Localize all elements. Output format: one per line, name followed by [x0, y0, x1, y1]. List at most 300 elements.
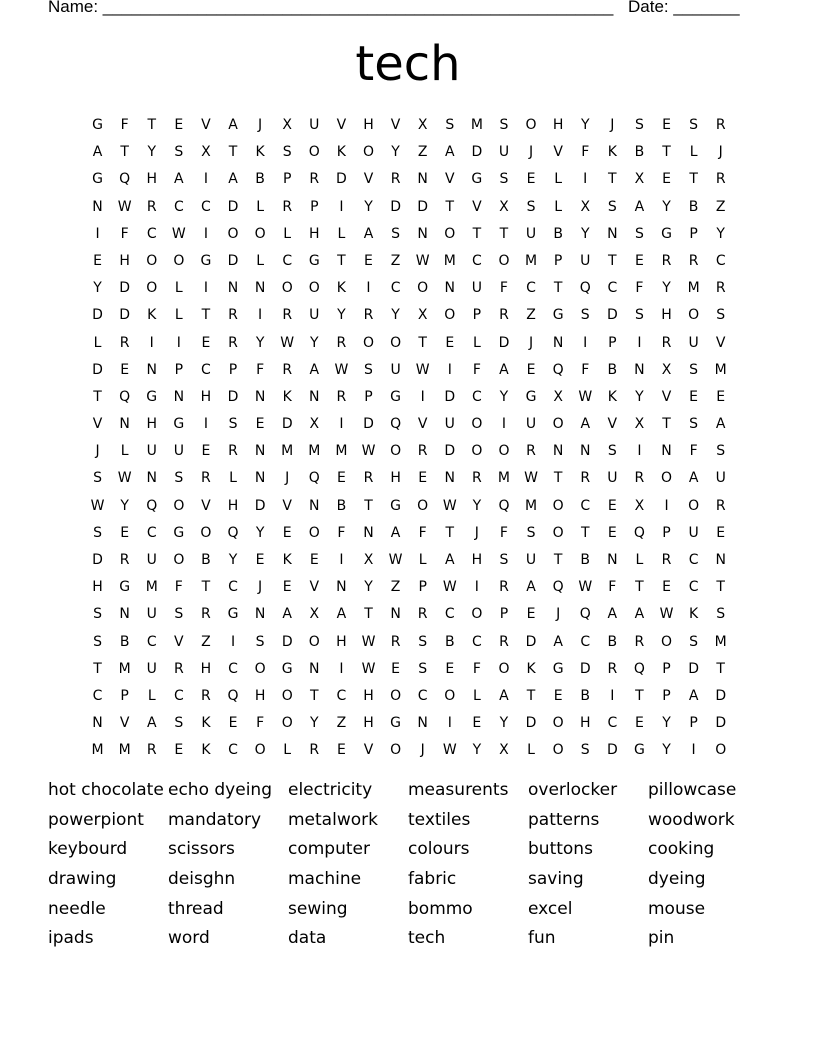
- grid-letter[interactable]: Q: [119, 388, 131, 405]
- grid-letter[interactable]: E: [607, 524, 617, 541]
- grid-letter[interactable]: H: [200, 388, 212, 405]
- grid-letter[interactable]: U: [146, 606, 157, 623]
- grid-letter[interactable]: G: [308, 252, 320, 269]
- grid-letter[interactable]: M: [714, 361, 727, 378]
- grid-letter[interactable]: I: [501, 416, 507, 433]
- grid-letter[interactable]: R: [119, 334, 130, 351]
- grid-letter[interactable]: D: [444, 443, 456, 460]
- grid-letter[interactable]: T: [147, 117, 157, 133]
- grid-letter[interactable]: S: [716, 443, 726, 460]
- grid-letter[interactable]: O: [362, 144, 374, 161]
- grid-letter[interactable]: L: [174, 280, 183, 297]
- grid-letter[interactable]: H: [471, 552, 483, 568]
- grid-letter[interactable]: G: [227, 606, 239, 623]
- grid-letter[interactable]: E: [526, 171, 536, 188]
- grid-letter[interactable]: N: [92, 198, 103, 215]
- grid-letter[interactable]: Q: [119, 171, 131, 188]
- grid-letter[interactable]: W: [388, 552, 403, 568]
- grid-letter[interactable]: Y: [391, 144, 400, 161]
- grid-letter[interactable]: T: [418, 334, 427, 351]
- grid-letter[interactable]: Y: [662, 280, 671, 297]
- grid-letter[interactable]: A: [688, 687, 699, 704]
- grid-letter[interactable]: D: [119, 307, 131, 324]
- grid-letter[interactable]: E: [716, 388, 726, 405]
- grid-letter[interactable]: R: [336, 388, 347, 405]
- grid-letter[interactable]: A: [526, 579, 536, 596]
- grid-letter[interactable]: I: [339, 198, 344, 215]
- grid-letter[interactable]: U: [688, 524, 699, 541]
- grid-letter[interactable]: S: [526, 524, 536, 541]
- grid-letter[interactable]: T: [526, 687, 536, 704]
- grid-letter[interactable]: F: [256, 361, 265, 378]
- grid-letter[interactable]: R: [309, 742, 320, 759]
- grid-letter[interactable]: A: [444, 144, 455, 161]
- grid-letter[interactable]: E: [120, 524, 130, 541]
- grid-letter[interactable]: H: [390, 470, 401, 487]
- grid-letter[interactable]: E: [255, 552, 265, 568]
- grid-letter[interactable]: C: [444, 606, 455, 623]
- grid-letter[interactable]: B: [553, 225, 563, 242]
- grid-letter[interactable]: Z: [417, 144, 428, 161]
- grid-letter[interactable]: N: [444, 470, 455, 487]
- grid-letter[interactable]: X: [201, 144, 211, 161]
- grid-letter[interactable]: W: [334, 361, 349, 378]
- grid-letter[interactable]: M: [470, 117, 483, 133]
- grid-letter[interactable]: N: [417, 171, 428, 188]
- grid-letter[interactable]: I: [447, 715, 452, 732]
- grid-letter[interactable]: Z: [715, 198, 726, 215]
- grid-letter[interactable]: E: [336, 742, 346, 759]
- grid-letter[interactable]: D: [715, 715, 727, 732]
- grid-letter[interactable]: O: [552, 715, 564, 732]
- grid-letter[interactable]: R: [499, 579, 509, 596]
- grid-letter[interactable]: I: [339, 552, 344, 568]
- grid-letter[interactable]: E: [309, 552, 319, 568]
- grid-letter[interactable]: U: [390, 361, 401, 378]
- grid-letter[interactable]: C: [607, 715, 618, 732]
- grid-letter[interactable]: C: [390, 280, 401, 297]
- grid-letter[interactable]: M: [525, 252, 538, 269]
- grid-letter[interactable]: O: [308, 524, 320, 541]
- grid-letter[interactable]: T: [93, 388, 102, 405]
- grid-letter[interactable]: Q: [633, 524, 645, 541]
- grid-letter[interactable]: E: [607, 497, 617, 514]
- grid-letter[interactable]: O: [498, 443, 510, 460]
- grid-letter[interactable]: O: [552, 742, 564, 759]
- grid-letter[interactable]: C: [173, 198, 184, 215]
- grid-letter[interactable]: C: [688, 552, 699, 568]
- grid-letter[interactable]: K: [255, 144, 265, 161]
- grid-letter[interactable]: A: [634, 198, 645, 215]
- grid-letter[interactable]: Q: [579, 606, 591, 623]
- grid-letter[interactable]: V: [553, 144, 563, 161]
- grid-letter[interactable]: A: [634, 606, 645, 623]
- grid-letter[interactable]: W: [578, 388, 593, 405]
- grid-letter[interactable]: O: [498, 660, 510, 677]
- grid-letter[interactable]: R: [661, 252, 672, 269]
- grid-letter[interactable]: S: [689, 633, 699, 650]
- grid-letter[interactable]: E: [526, 361, 536, 378]
- grid-letter[interactable]: U: [146, 443, 157, 460]
- grid-letter[interactable]: W: [659, 606, 674, 623]
- grid-letter[interactable]: S: [174, 470, 184, 487]
- grid-letter[interactable]: R: [499, 633, 509, 650]
- grid-letter[interactable]: E: [201, 443, 211, 460]
- grid-letter[interactable]: G: [173, 416, 185, 433]
- grid-letter[interactable]: H: [363, 117, 374, 133]
- grid-letter[interactable]: Y: [120, 497, 129, 514]
- grid-letter[interactable]: L: [283, 225, 292, 242]
- grid-letter[interactable]: T: [608, 171, 617, 188]
- grid-letter[interactable]: O: [688, 497, 700, 514]
- grid-letter[interactable]: Y: [364, 579, 373, 596]
- grid-letter[interactable]: N: [309, 497, 320, 514]
- grid-letter[interactable]: F: [635, 280, 644, 297]
- grid-letter[interactable]: M: [525, 497, 538, 514]
- grid-letter[interactable]: S: [607, 198, 617, 215]
- grid-letter[interactable]: S: [580, 742, 590, 759]
- grid-letter[interactable]: T: [662, 144, 671, 161]
- grid-letter[interactable]: V: [661, 388, 672, 405]
- grid-letter[interactable]: I: [339, 416, 344, 433]
- grid-letter[interactable]: S: [689, 416, 699, 433]
- grid-letter[interactable]: Y: [255, 524, 265, 541]
- grid-letter[interactable]: O: [390, 334, 402, 351]
- grid-letter[interactable]: V: [119, 715, 130, 732]
- grid-letter[interactable]: U: [715, 470, 726, 487]
- grid-letter[interactable]: O: [552, 497, 564, 514]
- grid-letter[interactable]: B: [607, 361, 618, 378]
- grid-letter[interactable]: E: [526, 606, 536, 623]
- grid-letter[interactable]: W: [578, 579, 593, 596]
- grid-letter[interactable]: N: [92, 715, 103, 732]
- grid-letter[interactable]: H: [146, 416, 157, 433]
- grid-letter[interactable]: Y: [310, 334, 319, 351]
- grid-letter[interactable]: G: [525, 388, 537, 405]
- grid-letter[interactable]: F: [581, 361, 590, 378]
- grid-letter[interactable]: A: [715, 416, 726, 433]
- grid-letter[interactable]: A: [228, 117, 238, 133]
- grid-letter[interactable]: D: [579, 660, 591, 677]
- grid-letter[interactable]: C: [173, 687, 184, 704]
- grid-letter[interactable]: E: [553, 687, 563, 704]
- grid-letter[interactable]: T: [445, 198, 455, 215]
- grid-letter[interactable]: Q: [227, 524, 239, 541]
- grid-letter[interactable]: R: [363, 470, 374, 487]
- grid-letter[interactable]: S: [689, 117, 699, 133]
- grid-letter[interactable]: N: [119, 606, 130, 623]
- grid-letter[interactable]: D: [92, 361, 103, 378]
- grid-letter[interactable]: R: [715, 497, 726, 514]
- grid-letter[interactable]: R: [228, 334, 238, 351]
- grid-letter[interactable]: U: [146, 552, 157, 568]
- grid-letter[interactable]: H: [336, 633, 347, 650]
- grid-letter[interactable]: Q: [498, 497, 510, 514]
- grid-letter[interactable]: W: [415, 252, 430, 269]
- grid-letter[interactable]: C: [228, 742, 238, 759]
- grid-letter[interactable]: X: [499, 742, 509, 759]
- grid-letter[interactable]: A: [499, 361, 509, 378]
- grid-letter[interactable]: F: [120, 117, 129, 133]
- grid-letter[interactable]: R: [282, 307, 293, 324]
- grid-letter[interactable]: W: [442, 742, 457, 759]
- grid-letter[interactable]: U: [309, 117, 320, 133]
- grid-letter[interactable]: F: [608, 579, 617, 596]
- grid-letter[interactable]: U: [607, 470, 618, 487]
- date-field[interactable]: Date: _______: [628, 0, 740, 16]
- grid-letter[interactable]: S: [93, 470, 102, 487]
- grid-letter[interactable]: I: [203, 225, 208, 242]
- grid-letter[interactable]: N: [661, 443, 672, 460]
- grid-letter[interactable]: L: [256, 198, 265, 215]
- grid-letter[interactable]: I: [583, 334, 588, 351]
- grid-letter[interactable]: J: [474, 524, 479, 541]
- grid-letter[interactable]: O: [308, 144, 320, 161]
- grid-letter[interactable]: O: [525, 117, 537, 133]
- grid-letter[interactable]: X: [634, 497, 645, 514]
- grid-letter[interactable]: R: [146, 742, 157, 759]
- grid-letter[interactable]: R: [146, 198, 157, 215]
- grid-letter[interactable]: B: [607, 633, 618, 650]
- grid-letter[interactable]: S: [634, 307, 644, 324]
- grid-letter[interactable]: N: [119, 416, 130, 433]
- grid-letter[interactable]: I: [610, 687, 615, 704]
- grid-letter[interactable]: U: [525, 552, 537, 568]
- grid-letter[interactable]: E: [418, 470, 428, 487]
- grid-letter[interactable]: H: [119, 252, 130, 269]
- grid-letter[interactable]: H: [363, 715, 374, 732]
- grid-letter[interactable]: A: [688, 470, 699, 487]
- grid-letter[interactable]: H: [200, 660, 212, 677]
- grid-letter[interactable]: R: [119, 552, 130, 568]
- grid-letter[interactable]: I: [583, 171, 588, 188]
- grid-letter[interactable]: O: [362, 334, 374, 351]
- grid-letter[interactable]: A: [282, 606, 292, 623]
- grid-letter[interactable]: V: [309, 579, 320, 596]
- grid-letter[interactable]: X: [634, 171, 645, 188]
- grid-letter[interactable]: M: [118, 742, 131, 759]
- grid-letter[interactable]: O: [281, 715, 293, 732]
- grid-letter[interactable]: G: [119, 579, 131, 596]
- grid-letter[interactable]: S: [499, 171, 509, 188]
- grid-letter[interactable]: I: [474, 579, 479, 596]
- grid-letter[interactable]: F: [174, 579, 183, 596]
- grid-letter[interactable]: I: [258, 307, 263, 324]
- grid-letter[interactable]: A: [580, 416, 591, 433]
- grid-letter[interactable]: X: [417, 307, 428, 324]
- grid-letter[interactable]: Y: [364, 198, 373, 215]
- grid-letter[interactable]: F: [499, 524, 508, 541]
- grid-letter[interactable]: N: [173, 388, 185, 405]
- grid-letter[interactable]: O: [390, 742, 402, 759]
- grid-letter[interactable]: T: [662, 416, 671, 433]
- grid-letter[interactable]: C: [715, 252, 726, 269]
- grid-letter[interactable]: D: [119, 280, 131, 297]
- grid-letter[interactable]: C: [688, 579, 699, 596]
- grid-letter[interactable]: Z: [336, 715, 347, 732]
- grid-letter[interactable]: N: [254, 470, 266, 487]
- grid-letter[interactable]: I: [230, 633, 236, 650]
- grid-letter[interactable]: R: [228, 307, 238, 324]
- grid-letter[interactable]: O: [173, 497, 185, 514]
- grid-letter[interactable]: P: [662, 687, 671, 704]
- grid-letter[interactable]: U: [498, 144, 510, 161]
- grid-letter[interactable]: O: [281, 280, 293, 297]
- grid-letter[interactable]: B: [634, 144, 645, 161]
- grid-letter[interactable]: T: [364, 497, 373, 514]
- grid-letter[interactable]: T: [310, 687, 319, 704]
- grid-letter[interactable]: X: [661, 361, 672, 378]
- grid-letter[interactable]: L: [337, 225, 346, 242]
- grid-letter[interactable]: O: [417, 497, 429, 514]
- grid-letter[interactable]: I: [176, 334, 181, 351]
- grid-letter[interactable]: K: [201, 715, 211, 732]
- grid-letter[interactable]: R: [634, 470, 645, 487]
- grid-letter[interactable]: S: [607, 443, 617, 460]
- grid-letter[interactable]: S: [418, 633, 428, 650]
- grid-letter[interactable]: C: [607, 280, 618, 297]
- grid-letter[interactable]: L: [174, 307, 183, 324]
- grid-letter[interactable]: H: [363, 687, 374, 704]
- grid-letter[interactable]: N: [336, 579, 347, 596]
- grid-letter[interactable]: C: [580, 633, 591, 650]
- grid-letter[interactable]: S: [174, 606, 184, 623]
- grid-letter[interactable]: I: [637, 334, 642, 351]
- grid-letter[interactable]: L: [256, 252, 265, 269]
- grid-letter[interactable]: D: [281, 416, 293, 433]
- grid-letter[interactable]: R: [228, 443, 238, 460]
- grid-letter[interactable]: C: [526, 280, 536, 297]
- grid-letter[interactable]: X: [309, 606, 320, 623]
- grid-letter[interactable]: T: [553, 280, 563, 297]
- grid-letter[interactable]: I: [149, 334, 154, 351]
- grid-letter[interactable]: D: [606, 307, 618, 324]
- grid-letter[interactable]: E: [282, 524, 292, 541]
- grid-letter[interactable]: E: [445, 334, 455, 351]
- grid-letter[interactable]: O: [444, 225, 456, 242]
- grid-letter[interactable]: N: [254, 443, 266, 460]
- grid-letter[interactable]: O: [308, 633, 320, 650]
- grid-letter[interactable]: R: [634, 633, 645, 650]
- grid-letter[interactable]: J: [285, 470, 290, 487]
- grid-letter[interactable]: M: [308, 443, 321, 460]
- grid-letter[interactable]: N: [227, 280, 239, 297]
- grid-letter[interactable]: D: [92, 552, 103, 568]
- grid-letter[interactable]: M: [281, 443, 294, 460]
- grid-letter[interactable]: I: [203, 171, 208, 188]
- grid-letter[interactable]: C: [146, 524, 157, 541]
- grid-letter[interactable]: L: [147, 687, 156, 704]
- grid-letter[interactable]: O: [390, 443, 402, 460]
- grid-letter[interactable]: T: [716, 579, 725, 596]
- grid-letter[interactable]: D: [227, 198, 239, 215]
- grid-letter[interactable]: P: [662, 660, 671, 677]
- grid-letter[interactable]: D: [390, 198, 401, 215]
- grid-letter[interactable]: S: [93, 524, 102, 541]
- grid-letter[interactable]: K: [336, 144, 346, 161]
- grid-letter[interactable]: E: [228, 715, 238, 732]
- grid-letter[interactable]: D: [92, 307, 103, 324]
- grid-letter[interactable]: G: [92, 117, 103, 133]
- grid-letter[interactable]: F: [418, 524, 427, 541]
- grid-letter[interactable]: R: [661, 552, 672, 568]
- grid-letter[interactable]: Y: [635, 388, 644, 405]
- grid-letter[interactable]: Y: [662, 715, 671, 732]
- grid-letter[interactable]: T: [553, 552, 563, 568]
- grid-letter[interactable]: M: [714, 633, 727, 650]
- grid-letter[interactable]: A: [309, 361, 320, 378]
- grid-letter[interactable]: P: [282, 171, 292, 188]
- grid-letter[interactable]: U: [580, 252, 591, 269]
- grid-letter[interactable]: D: [525, 633, 537, 650]
- grid-letter[interactable]: N: [146, 470, 157, 487]
- grid-letter[interactable]: G: [661, 225, 672, 242]
- grid-letter[interactable]: D: [336, 171, 347, 188]
- grid-letter[interactable]: W: [442, 579, 457, 596]
- grid-letter[interactable]: R: [526, 443, 536, 460]
- grid-letter[interactable]: J: [718, 144, 723, 161]
- grid-letter[interactable]: L: [229, 470, 237, 487]
- grid-letter[interactable]: S: [174, 144, 184, 161]
- grid-letter[interactable]: X: [499, 198, 509, 215]
- grid-letter[interactable]: R: [715, 117, 726, 133]
- grid-letter[interactable]: W: [415, 361, 430, 378]
- grid-letter[interactable]: A: [336, 606, 347, 623]
- grid-letter[interactable]: B: [580, 552, 591, 568]
- grid-letter[interactable]: U: [471, 280, 482, 297]
- grid-letter[interactable]: Y: [580, 225, 590, 242]
- grid-letter[interactable]: J: [528, 144, 534, 161]
- grid-letter[interactable]: I: [203, 280, 208, 297]
- grid-letter[interactable]: H: [661, 307, 672, 324]
- grid-letter[interactable]: B: [444, 633, 455, 650]
- grid-letter[interactable]: C: [201, 361, 211, 378]
- grid-letter[interactable]: B: [201, 552, 211, 568]
- grid-letter[interactable]: O: [254, 742, 266, 759]
- grid-letter[interactable]: B: [119, 633, 130, 650]
- grid-letter[interactable]: U: [309, 307, 320, 324]
- grid-letter[interactable]: Y: [337, 307, 346, 324]
- grid-letter[interactable]: G: [146, 388, 158, 405]
- name-field[interactable]: Name: ______________________________________________________: [48, 0, 614, 16]
- grid-letter[interactable]: J: [420, 742, 425, 759]
- grid-letter[interactable]: W: [117, 470, 132, 487]
- grid-letter[interactable]: D: [606, 742, 618, 759]
- grid-letter[interactable]: C: [417, 687, 428, 704]
- grid-letter[interactable]: A: [228, 171, 238, 188]
- grid-letter[interactable]: O: [281, 687, 293, 704]
- grid-letter[interactable]: M: [687, 280, 700, 297]
- grid-letter[interactable]: Y: [93, 280, 102, 297]
- grid-letter[interactable]: T: [499, 225, 509, 242]
- grid-letter[interactable]: K: [201, 742, 211, 759]
- grid-letter[interactable]: V: [444, 171, 455, 188]
- grid-letter[interactable]: S: [282, 144, 292, 161]
- grid-letter[interactable]: F: [689, 443, 698, 460]
- grid-letter[interactable]: R: [715, 171, 726, 188]
- grid-letter[interactable]: G: [390, 497, 401, 514]
- grid-letter[interactable]: T: [337, 252, 346, 269]
- grid-letter[interactable]: P: [364, 388, 373, 405]
- grid-letter[interactable]: Q: [390, 416, 402, 433]
- grid-letter[interactable]: A: [444, 552, 455, 568]
- grid-letter[interactable]: P: [608, 334, 617, 351]
- grid-letter[interactable]: L: [120, 443, 129, 460]
- grid-letter[interactable]: T: [472, 225, 482, 242]
- grid-letter[interactable]: O: [146, 280, 158, 297]
- grid-letter[interactable]: Y: [716, 225, 725, 242]
- grid-letter[interactable]: N: [146, 361, 157, 378]
